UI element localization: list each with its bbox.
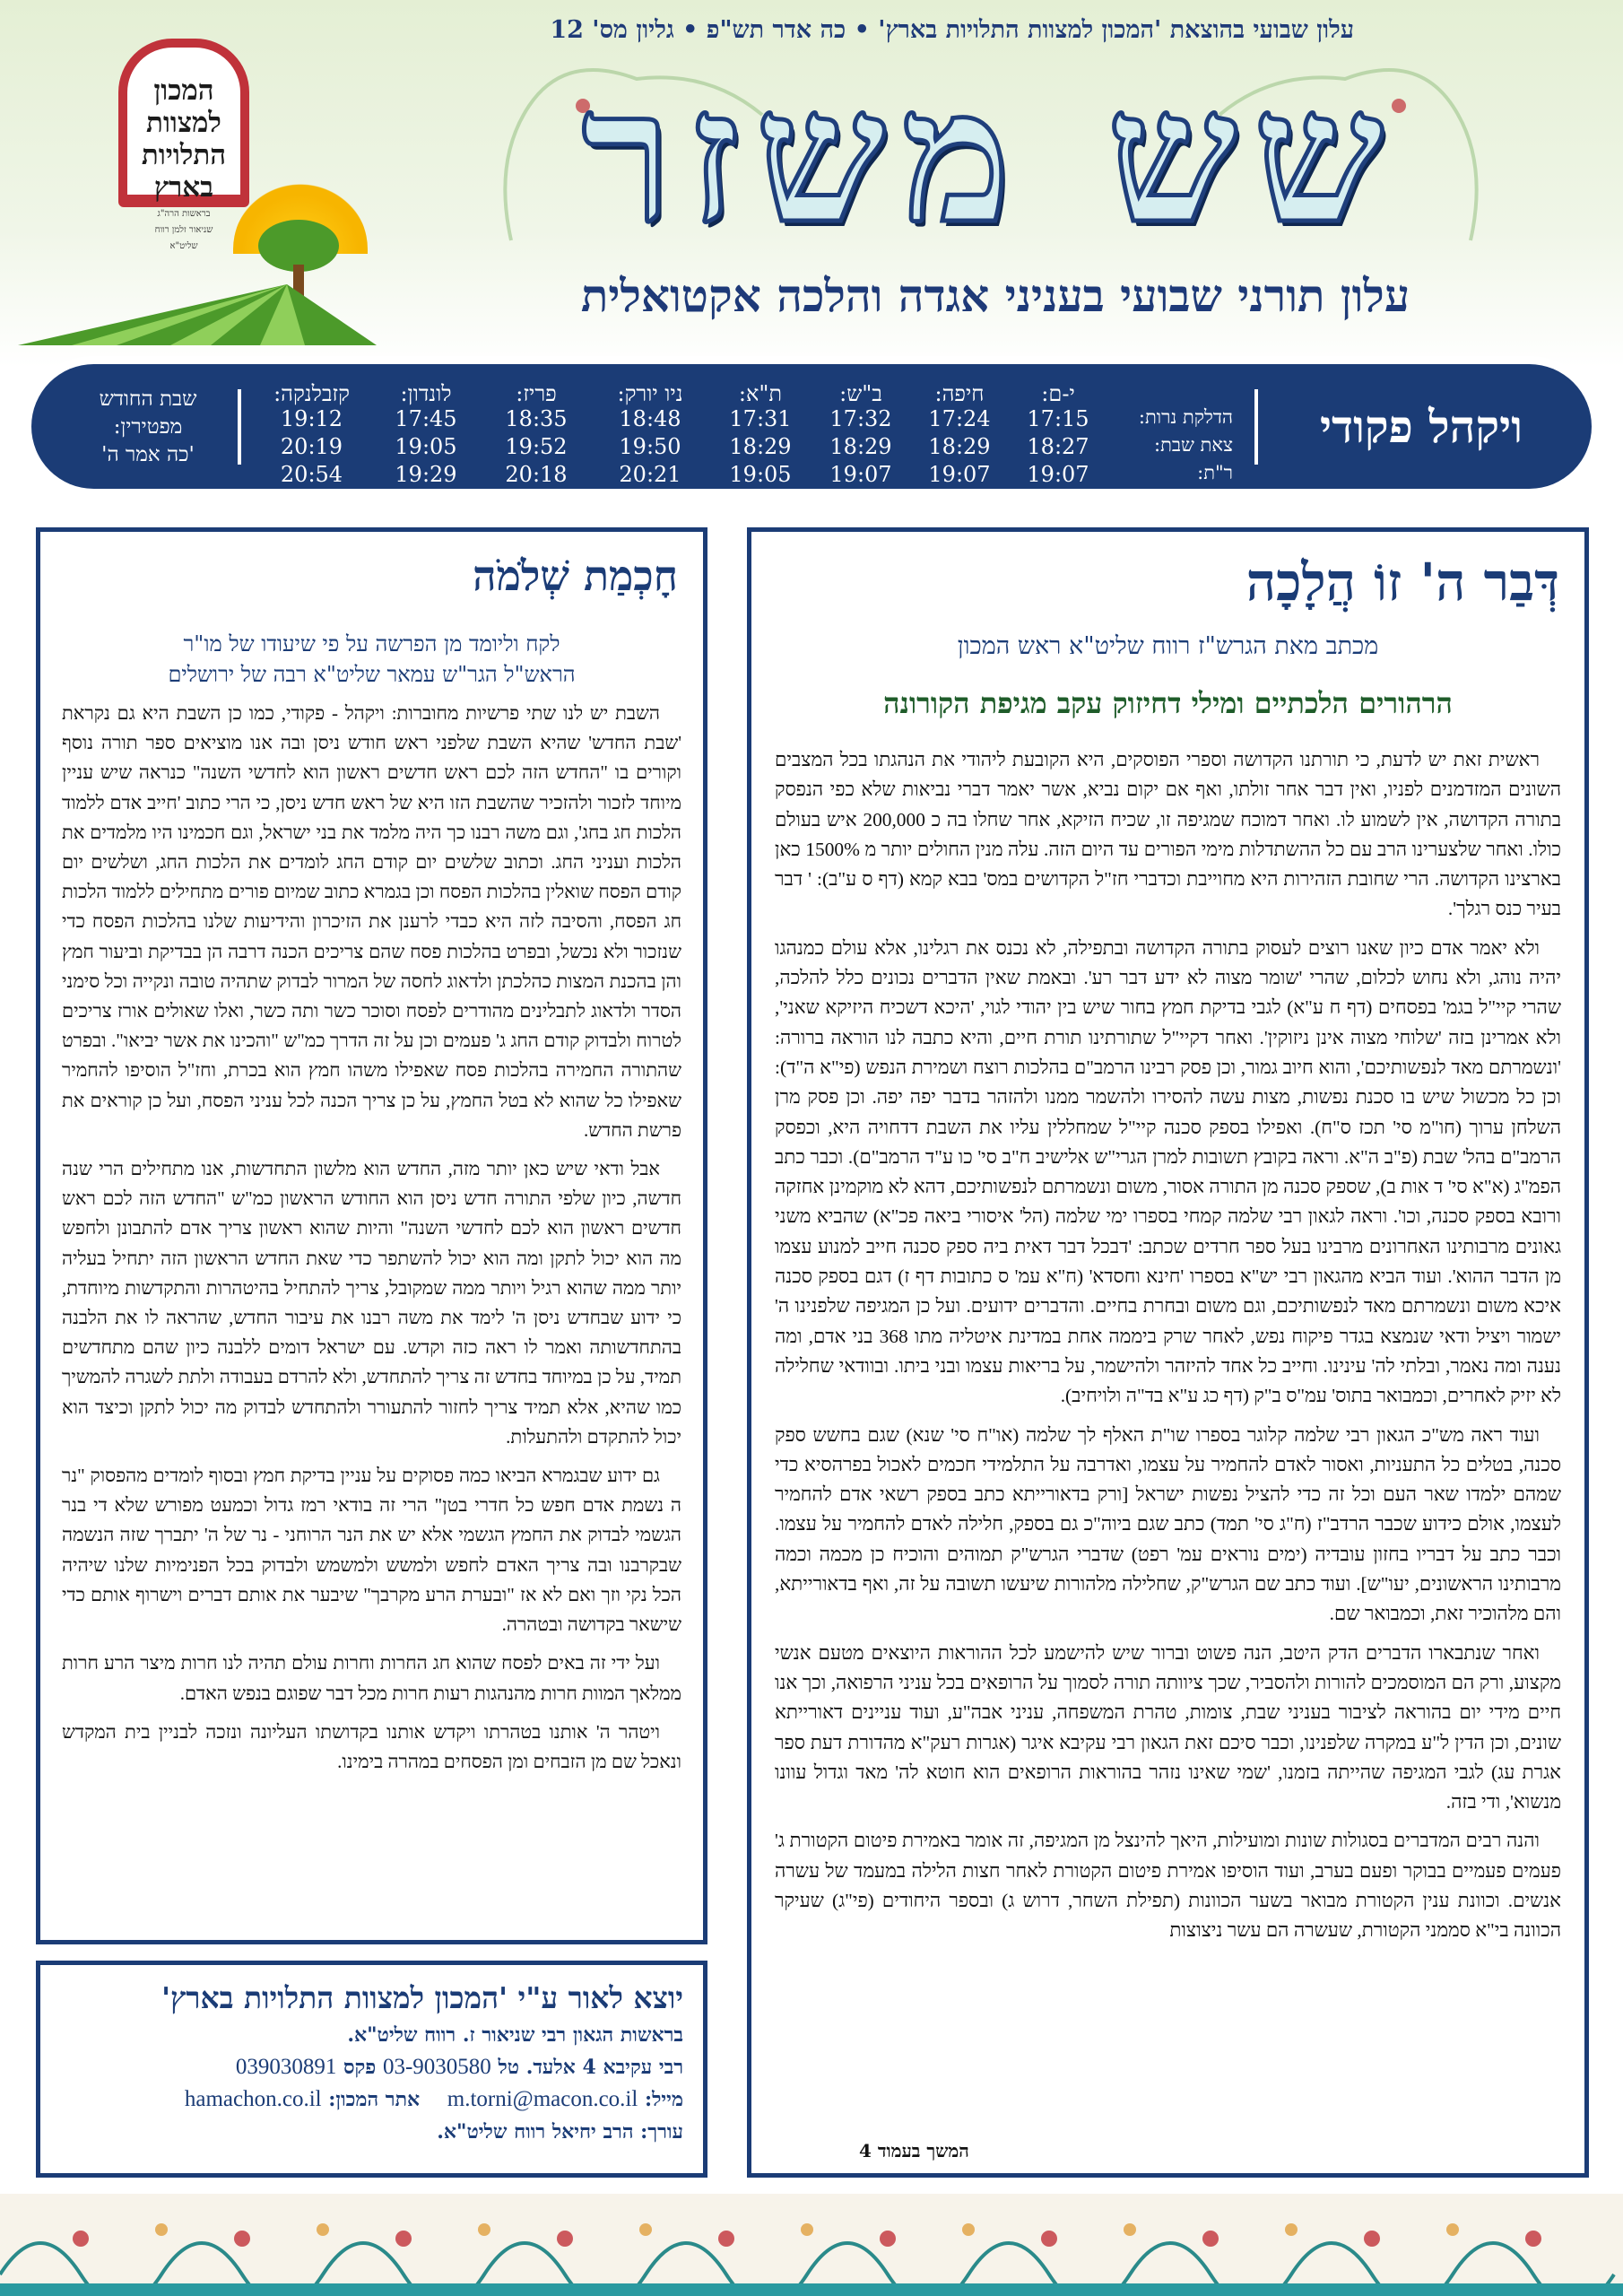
article-panel-halacha <box>747 527 1589 2178</box>
city-times-haifa <box>915 382 1004 489</box>
city-name: קזבלנקה: <box>273 381 350 406</box>
logo-sub-line-1: בראשות הרה"ג <box>157 209 211 219</box>
publisher-info-panel <box>36 1961 707 2178</box>
logo-tablet <box>118 39 249 251</box>
haftarah-line: שבת החודש <box>99 387 197 411</box>
subtitle-line: הראש"ל הגר"ש עמאר שליט"א רבה של ירושלים <box>168 662 576 687</box>
label-candle-lighting: הדלקת נרות: <box>1138 406 1233 428</box>
site-label: אתר המכון: <box>328 2088 421 2111</box>
city-name: פריז: <box>516 381 557 406</box>
time-value: 19:07 <box>829 462 892 487</box>
article-byline: מכתב מאת הגרש"ז רווח שליט"א ראש המכון <box>957 632 1379 660</box>
city-name: ניו יורק: <box>617 381 683 406</box>
haftarah-line: מפטירין: <box>113 415 183 439</box>
paragraph: ועל ידי זה באים לפסח שהוא חג החרות וחרות עולם תהיה לנו חרות מיצר הרע חרות ממלאך המוות חרות מהנהגות רעות חרות מכל דבר שפוגם בנפש האדם. <box>62 1652 681 1704</box>
city-times-jerusalem <box>1013 382 1103 489</box>
city-times-casablanca <box>256 382 368 489</box>
time-value: 17:24 <box>928 406 991 431</box>
logo-sub-line-3: שליט"א <box>169 241 198 251</box>
time-value: 18:29 <box>829 434 892 459</box>
fax-number[interactable]: 039030891 <box>235 2055 337 2079</box>
article-title: חָכְמַת שְׁלֹמֹה <box>473 552 678 600</box>
candle-times-bar <box>23 356 1600 497</box>
contact-phone-line <box>60 2051 683 2083</box>
time-value: 20:54 <box>280 462 343 487</box>
city-name: לונדון: <box>400 381 452 406</box>
article-subtitle <box>65 629 678 690</box>
article-body <box>62 699 681 1786</box>
time-value: 19:07 <box>1027 462 1089 487</box>
publisher-head-line: בראשות הגאון רבי שניאור ז. רווח שליט"א. <box>347 2023 683 2047</box>
newsletter-subtitle: עלון תורני שבועי בעניני אגדה והלכה אקטואלית <box>580 269 1410 322</box>
time-value: 18:29 <box>928 434 991 459</box>
city-name: ת"א: <box>738 381 783 406</box>
time-value: 19:52 <box>505 434 568 459</box>
masthead <box>0 0 1623 350</box>
subtitle-line: לקח וליומד מן הפרשה על פי שיעודו של מו"ר <box>183 631 560 657</box>
time-value: 19:05 <box>729 462 792 487</box>
time-value: 19:07 <box>928 462 991 487</box>
city-times-tel-aviv <box>716 382 805 489</box>
publisher-info <box>60 1978 683 2148</box>
paragraph: והנה רבים המדברים בסגולות שונות ומועילות, היאך להינצל מן המגיפה, זה אומר באמירת פיטום הקטורת ג' פעמים פעמיים בבוקר ופעם בערב, ועוד הוסיפו אמירת פיטום הקטורת לאחר חצות הלילה במעמד של עשרה אנשים. וכוונת ענין הקטורת מבואר בשער הכוונות (תפילת השחר, דרוש ג) ובספר היחודים (פי"ג) שעיקר הכוונה בי"א סממני הקטורת, שעשרה הם עשר ניצוצות <box>775 1830 1561 1942</box>
logo-name-line-3: בארץ <box>153 171 214 204</box>
time-value: 19:50 <box>619 434 681 459</box>
email-link[interactable]: m.torni@macon.co.il <box>447 2087 638 2111</box>
mail-label: מייל: <box>645 2088 683 2111</box>
city-times-paris <box>487 382 586 489</box>
time-value: 19:12 <box>280 406 343 431</box>
article-panel-chochmat-shlomo <box>36 527 707 1944</box>
publisher-line: יוצא לאור ע"י 'המכון למצוות התלויות בארץ' <box>161 1980 683 2015</box>
continued-label: המשך בעמוד 4 <box>859 2140 969 2161</box>
time-value: 18:27 <box>1027 434 1089 459</box>
city-times-new-york <box>596 382 704 489</box>
phone-number[interactable]: 03-9030580 <box>382 2055 491 2079</box>
article-headline: הרהורים הלכתיים ומילי דחיזוק עקב מגיפת הקורונה <box>883 686 1453 720</box>
paragraph: אבל ודאי שיש כאן יותר מזה, החדש הוא מלשון התחדשות, אנו מתחילים הרי שנה חדשה, כיון שלפי התורה חדש ניסן הוא החודש הראשון כמ"ש "החדש הזה לכם ראש חדשים ראשון הוא לכם לחדשי השנה" והיות שהוא ראשון צריך אדם להתבונן ולחפש מה הוא יכול לתקן ומה הוא יכול להשתפר כדי שאת החדש הראשון הזה יתחיל בעליה יותר ממה שהוא רגיל ויותר ממה שמקובל, צריך להתחיל בהיטהרות והתקדשות מיוחדת, כי ידוע שבחדש ניסן ה' לימד את משה רבנו את עיבור החדש, שהראה לו את הלבנה בהתחדשותה ואמר לו ראה כזה וקדש. עם ישראל דומים ללבנה כיון שהם מתחדשים תמיד, על כן במיוחד בחדש זה צריך להתחדש, ולא להרדם בעבודה ולתת לשגרה להמשיך כמו שהיא, אלא תמיד צריך לחזור להתעורר ולהתחדש לבדוק מה יכול לתקן וכיצד הוא יכול להתקדם ולהתעלות. <box>62 1158 681 1448</box>
time-value: 18:48 <box>619 406 681 431</box>
website-link[interactable]: hamachon.co.il <box>184 2087 322 2111</box>
time-value: 20:19 <box>280 434 343 459</box>
address-label: רבי עקיבא 4 אלעד. טל <box>498 2056 683 2079</box>
institute-logo <box>18 31 395 345</box>
haftarah-line: 'כה אמר ה' <box>101 443 195 466</box>
time-value: 20:18 <box>505 462 568 487</box>
logo-name-line-2: התלויות <box>141 139 227 171</box>
paragraph: השבת יש לנו שתי פרשיות מחוברות: ויקהל - פקודי, כמו כן השבת היא גם נקראת 'שבת החדש' שהיא השבת שלפני ראש חודש ניסן ובה אנו מוציאים ספר תורה נוסף וקורים בו "החדש הזה לכם ראש חדשים ראשון הוא לחדשי השנה" כנראה שיש עניין מיוחד לזכור ולהזכיר שהשבת הזו היא של ראש חדש ניסן, כי הרי כתוב 'חייב אדם ללמוד הלכות חג בחג', וגם משה רבנו כך היה מלמד את בני ישראל, וגם חכמינו היו מלמדים את הלכות ועניני החג. וכתוב שלשים יום קודם החג לומדים את הלכות החג, ושלשים יום קודם הפסח שואלין בהלכות הפסח וכן בגמרא כתוב שמיום פורים מתחילים ללמוד הלכות חג הפסח, והסיבה לזה היא כבדי לרענן את הזיכרון והידיעות שלנו בהלכות הפסח כדי שנזכור ולא נכשל, ובפרט בהלכות פסח שהם צריכים הכנה דרבה הן בבדיקת וביעור חמץ והן בהכנת המצות כהלכתן ולדאוג לחסה של המרור לבדוק שתהיה טובה ונקייה וכל סימני הסדר ולדאוג לתבלינים מהודרים לפסח וסוכר כשר ותה כשר, ואלו שאולים אורז צריכים לטרוח ולבדוק קודם החג ג' פעמים וכן על זה הדרך כמ"ש "והכינו את אשר יביאו". ובפרט שהתורה החמירה בהלכות פסח שאפילו משהו חמץ הוא בכרת, וחז"ל הוסיפו להחמיר שאפילו כל שהוא לא בטל החמץ, על כן צריך הכנה לכל עניני הפסח, ועל כן קוראים את פרשת החדש. <box>62 702 681 1141</box>
divider <box>238 389 241 465</box>
city-name: י-ם: <box>1041 381 1075 406</box>
candle-times-bar-inner <box>31 364 1592 489</box>
logo-sub-line-2: שניאור זלמן רווח <box>154 225 213 235</box>
time-value: 17:45 <box>395 406 457 431</box>
city-times-beersheva <box>816 382 906 489</box>
article-body <box>775 745 1561 1955</box>
paragraph: ראשית זאת יש לדעת, כי תורתנו הקדושה וספרי הפוסקים, היא הקובעת ליהודי את הנהגתו בכל המצבים השונים המזדמנים לפניו, ואין דבר אחר זולתו, ואף אם יקום נביא, אשר יאמר דברי נביאות שלא כפי הנפסק בתורה הקדושה, אין לשמוע לו. ואחר דמוכח שמגיפה זו, שכיח הזיקא, אחר שחלו בה כ 200,000 איש בעולם כולו. ואחר שלצערינו הרב עם כל ההשתדלות מימי הפורים עד היום הזה. עלה מנין החולים יותר מ 1500% כאן בארצינו הקדושה. הרי שחובת הזהירות היא מחוייבת וכדברי חז"ל הקדושים במס' בבא קמא (דף ס ע"ב): ' דבר בעיר כנס רגלך'. <box>775 749 1562 920</box>
label-rabbeinu-tam: ר"ת: <box>1197 462 1233 483</box>
floral-border-ornament <box>0 2194 1623 2296</box>
logo-field-icon <box>18 284 377 345</box>
time-value: 19:29 <box>395 462 457 487</box>
editor-line: עורך: הרב יחיאל רווח שליט"א. <box>437 2120 683 2144</box>
time-value: 17:31 <box>729 406 792 431</box>
parasha-name: ויקהל פקודי <box>1319 400 1523 453</box>
time-value: 17:32 <box>829 406 892 431</box>
paragraph: ואחר שנתבארו הדברים הדק היטב, הנה פשוט וברור שיש להישמע לכל ההוראות היוצאים מטעם אנשי מקצוע, ורק הם המוסמכים להורות ולהסביר, שכך ציוותה תורה לסמוך על הרופאים בכל עניני הרפואה, וכך אנו חיים מידי יום בהוראה לציבור בעניני שבת, צומות, טהרת המשפחה, עניני אבה"ע, ועוד עניינים דאורייתא שונים, וכן הדין ל"ע במקרה שלפנינו, וכבר סיכם זאת הגאון רבי עקיבא איגר (אגרות רעק"א מהדורת דעת ספר אגרת עג) לגבי המגיפה שהייתה בזמנו, 'שמי שאינו נזהר בהוראות הרופאים הוא חוטא לה' מאד וגדול עוונו מנשוא', ודי בזה. <box>775 1641 1561 1813</box>
fax-label: פקס <box>343 2056 377 2079</box>
newsletter-title: שש משזר <box>581 49 1401 265</box>
times-row-labels <box>1139 404 1233 487</box>
time-value: 19:05 <box>395 434 457 459</box>
paragraph: ויטהר ה' אותנו בטהרתו ויקדש אותנו בקדושתו העליונה ונזכה לבניין בית המקדש ונאכל שם מן הזבחים ומן הפסחים במהרה בימינו. <box>62 1720 681 1772</box>
paragraph: גם ידוע שבגמרא הביאו כמה פסוקים על עניין בדיקת חמץ ובסוף לומדים מהפסוק "נר ה נשמת אדם חפש כל חדרי בטן" הרי זה בודאי רמז גדול וכמעט מפורש שלא די בנר הגשמי לבדוק את החמץ הגשמי אלא יש את הנר הרוחני - נר של ה' יתברך שזה הנשמה שבקרבנו ובה צריך האדם לחפש ולמשש ולמשמש ולבדוק בכל הפנימיות שלנו שיהיה הכל נקי וזך ואם לא אז "ובערת הרע מקרבך" שיבער את אותם דברים וישרוף אותם כדי שישאר בקדושה ובטהרה. <box>62 1465 681 1636</box>
time-value: 17:15 <box>1027 406 1089 431</box>
logo-name-line-1: המכון למצוות <box>146 74 221 139</box>
article-title: דְּבַר ה' זוֹ הֲלָכָה <box>1245 552 1559 613</box>
contact-web-line <box>60 2083 683 2116</box>
time-value: 20:21 <box>619 462 681 487</box>
time-value: 18:29 <box>729 434 792 459</box>
haftarah-note <box>67 386 229 469</box>
city-name: חיפה: <box>934 381 985 406</box>
divider <box>1254 389 1258 465</box>
label-shabbat-end: צאת שבת: <box>1154 434 1233 456</box>
city-name: ב"ש: <box>839 381 882 406</box>
city-times-london <box>377 382 475 489</box>
time-value: 18:35 <box>505 406 568 431</box>
issue-line: עלון שבועי בהוצאת 'המכון למצוות התלויות בארץ' • כה אדר תש"פ • גליון מס' 12 <box>550 16 1354 44</box>
paragraph: ועוד ראה מש"כ הגאון רבי שלמה קלוגר בספרו שו"ת האלף לך שלמה (או"ח סי' שנא) שגם בחשש ספק סכנה, בטלים כל התעניות, ואסור לאדם להחמיר על עצמו, ואדרבה על התלמידי חכמים לאכול בפרהסיא כדי שמהם ילמדו שאר העם וכל זה כדי להציל נפשות ישראל [ורק בדאורייתא כתב בספק רשאי אדם להחמיר לעצמו, אולם כידוע שכבר הרדב"ז (ח"ג סי' תמד) כתב שגם ביוה"כ גם בספק, חלילה לאדם להחמיר על עצמו. וכבר כתב על דבריו בחזון עובדיה (ימים נוראים עמ' רפט) שדברי הגרש"ק תמוהים והוכיח כן מכמה וכמה מרבותינו הראשונים, יעו"ש]. ועוד כתב שם הגרש"ק, שחלילה מלהורות שיעשו תשובה על זה, ואף בדאורייתא, והם מלהוכיר זאת, וכמבואר שם. <box>775 1423 1561 1625</box>
paragraph: ולא יאמר אדם כיון שאנו רוצים לעסוק בתורה הקדושה ובתפילה, לא נכנס את רגלינו, אלא עולם כמנהגו יהיה נוהג, ולא נחוש לכלום, שהרי 'שומר מצוה לא ידע דבר רע'. ובאמת שאין הדברים נכונים כלל להלכה, שהרי קיי"ל בגמ' בפסחים (דף ח ע"א) לגבי בדיקת חמץ בחור שיש בין יהודי לגוי, 'היכא דשכיח היזיקא שאני', ולא אמרינן בזה 'שלוחי מצוה אינן ניזוקין'. ואחר דקיי"ל שתורתינו תורת חיים, והיא כתבה לנו הוראה ברורה: 'ונשמרתם מאד לנפשותיכם', והוא חיוב גמור, וכן פסק רבינו הרמב"ם בהלכות רוצח ושמירת הנפש (פי"א ה"ד): וכן כל מכשול שיש בו סכנת נפשות, מצות עשה להסירו ולהשמר ממנו ולהזהר בדבר יפה יפה. וכן פסק מרן השלחן ערוך (חו"מ סי' תכז ס"ח). ואפילו בספק סכנה קיי"ל שמחללין עליו את השבת דדחויה היא, וכפסק הרמב"ם בהל' שבת (פ"ב ה"א. וראה בקובץ תשובות למרן הגרי"ש אלישיב ח"ב סי' כו ע"ד הרמב"ם). וכבר כתב הפמ"ג (א"א סי' ד אות ב), שספק סכנה מן התורה אסור, משום ונשמרתם לנפשותיכם, דהא לא מוקמינן אחזקה ורובא בספק סכנה, וכו'. וראה לגאון רבי שלמה קמחי בספרו ימי שלמה (הל' איסורי ביאה פכ"א) שהביא משני גאונים מרבותינו האחרונים מרבינו בעל ספר חרדים שכתב: 'דבכל דבר דאית ביה ספק סכנה חייב למנוע עצמו מן הדבר ההוא'. ועוד הביא מהגאון רבי יש"א בספרו 'חינא וחסדא' (ח"א עמ' ס כתובות דף ז) דגם בספק סכנה איכא משום ונשמרתם מאד לנפשותיכם, וגם משום ובחרת בחיים. והדברים ידועים. ועל כן המגיפה שלפנינו ה' ישמור ויציל ודאי שנמצא בגדר פיקוח נפש, לאחר שרק ביממה אחת במדינת איטליה מתו 368 בני אדם, ומה נענה ומה נאמר, ובלתי לה' עינינו. וחייב כל אחד להיזהר ולהישמר, על בריאות עצמו ובני ביתו. ובוודאי שחלילה לא יזיק לאחרים, וכמבואר בתוס' עמ"ס ב"ק (דף כג ע"א בד"ה ולויחיב). <box>775 936 1561 1407</box>
